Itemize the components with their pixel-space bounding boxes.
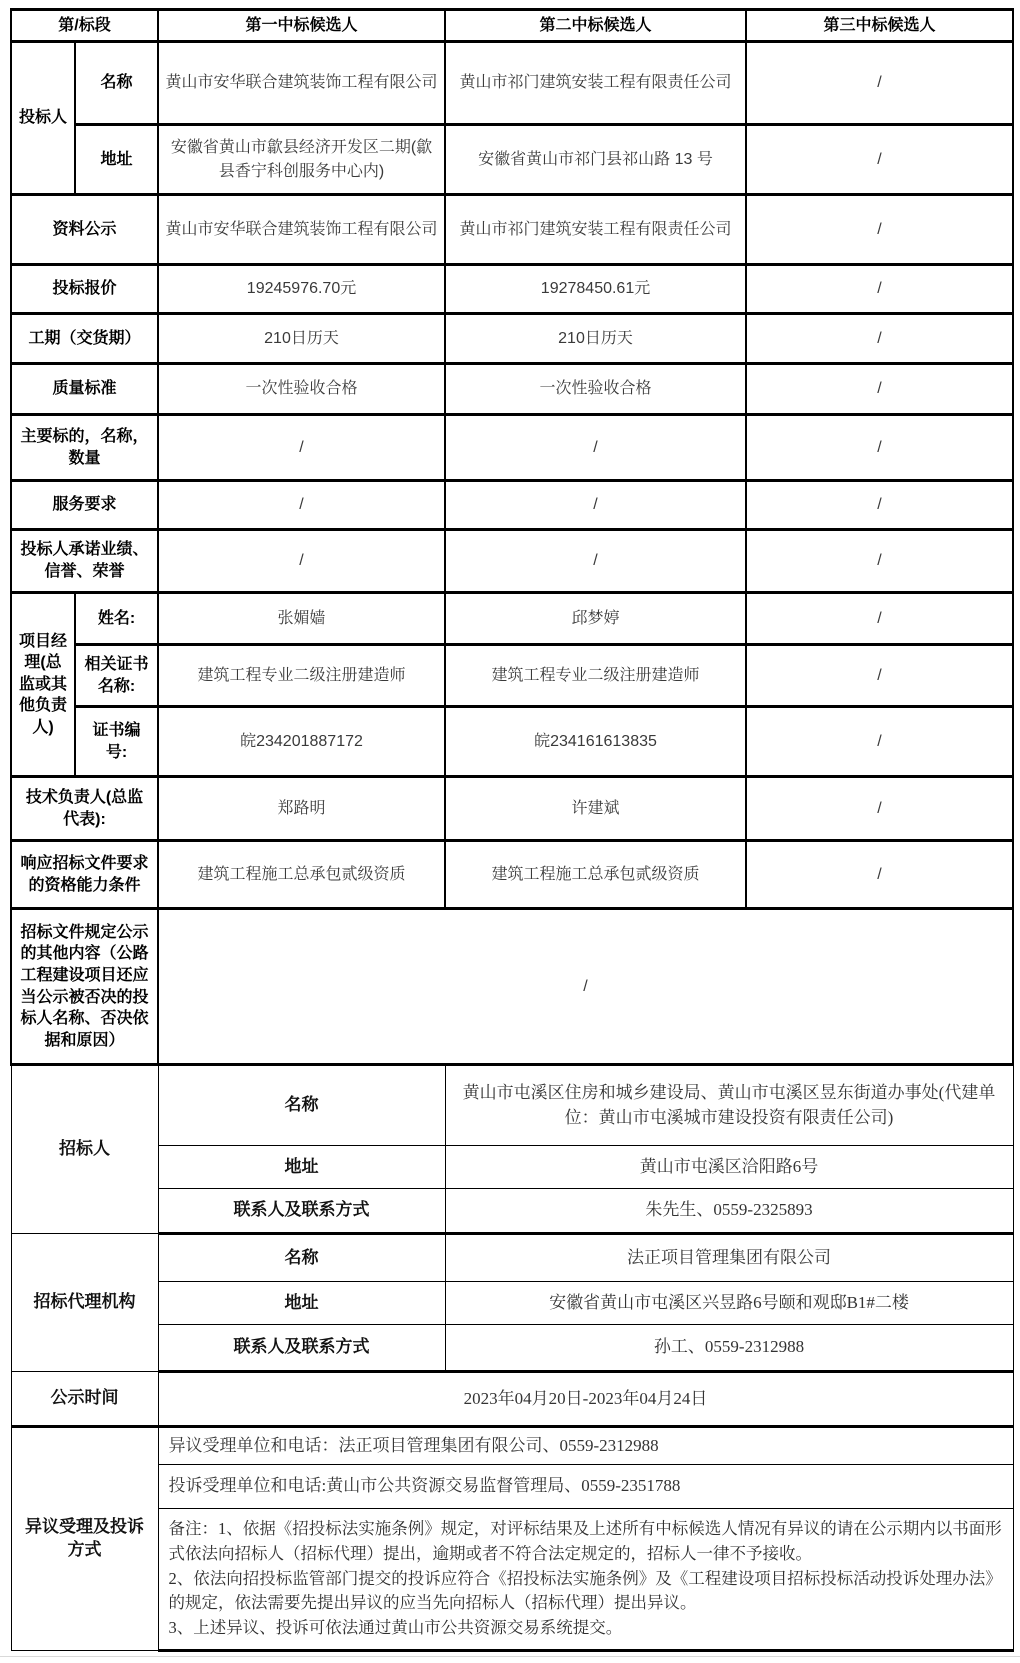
quality-row [11,364,1013,415]
agency-name-row [11,1234,1013,1282]
bidder-addr-c3: / [746,125,1013,195]
subject-c2: / [445,415,746,481]
qualification-row [11,841,1013,909]
header-candidate-3: 第三中标候选人 [746,10,1013,42]
manager-name-label: 姓名: [75,593,158,645]
subject-c1: / [158,415,445,481]
other-content-row [11,909,1013,1065]
tech-c3: / [746,777,1013,841]
price-c3: / [746,265,1013,314]
manager-certno-c1: 皖234201887172 [158,707,445,777]
header-candidate-2: 第二中标候选人 [445,10,746,42]
objection-line1-row [11,1427,1013,1465]
subject-row [11,415,1013,481]
qualification-c1: 建筑工程施工总承包贰级资质 [158,841,445,909]
service-row [11,481,1013,530]
quality-c1: 一次性验收合格 [158,364,445,415]
header-candidate-1: 第一中标候选人 [158,10,445,42]
objection-notes-cell [158,1509,1013,1651]
disclosure-c1: 黄山市安华联合建筑装饰工程有限公司 [158,195,445,265]
manager-certno-row [11,707,1013,777]
objection-line1: 异议受理单位和电话：法正项目管理集团有限公司、0559-2312988 [158,1427,1013,1465]
tech-label: 技术负责人(总监代表): [11,777,158,841]
disclosure-row [11,195,1013,265]
tenderer-name-value: 黄山市屯溪区住房和城乡建设局、黄山市屯溪区昱东街道办事处(代建单位：黄山市屯溪城市建设投资有限责任公司) [445,1065,1013,1146]
agency-addr-label: 地址 [158,1282,445,1325]
tenderer-group-label: 招标人 [11,1065,158,1234]
other-content-label: 招标文件规定公示的其他内容（公路工程建设项目还应当公示被否决的投标人名称、否决依据和原因） [11,909,158,1065]
promise-c3: / [746,530,1013,593]
objection-group-label: 异议受理及投诉方式 [11,1427,158,1651]
qualification-c3: / [746,841,1013,909]
disclosure-c2: 黄山市祁门建筑安装工程有限责任公司 [445,195,746,265]
manager-certno-label: 证书编号: [75,707,158,777]
agency-contact-label: 联系人及联系方式 [158,1325,445,1372]
objection-note-3: 3、上述异议、投诉可依法通过黄山市公共资源交易系统提交。 [168,1618,623,1637]
bidder-addr-label: 地址 [75,125,158,195]
bidder-addr-c2: 安徽省黄山市祁门县祁山路 13 号 [445,125,746,195]
promise-c1: / [158,530,445,593]
service-c2: / [445,481,746,530]
duration-c2: 210日历天 [445,314,746,364]
tenderer-contact-value: 朱先生、0559-2325893 [445,1189,1013,1234]
bidder-group-label: 投标人 [11,42,75,195]
agency-addr-value: 安徽省黄山市屯溪区兴昱路6号颐和观邸B1#二楼 [445,1282,1013,1325]
manager-cert-label: 相关证书名称: [75,645,158,707]
quality-c3: / [746,364,1013,415]
manager-cert-row [11,645,1013,707]
disclosure-label: 资料公示 [11,195,158,265]
price-c1: 19245976.70元 [158,265,445,314]
bidder-name-label: 名称 [75,42,158,125]
objection-line2-row [11,1465,1013,1509]
header-row [11,10,1013,42]
qualification-label: 响应招标文件要求的资格能力条件 [11,841,158,909]
price-c2: 19278450.61元 [445,265,746,314]
qualification-c2: 建筑工程施工总承包贰级资质 [445,841,746,909]
manager-cert-c3: / [746,645,1013,707]
header-section-label: 第/标段 [11,10,158,42]
quality-label: 质量标准 [11,364,158,415]
agency-contact-row [11,1325,1013,1372]
promise-row [11,530,1013,593]
tech-c1: 郑路明 [158,777,445,841]
tenderer-addr-label: 地址 [158,1146,445,1189]
objection-line2: 投诉受理单位和电话:黄山市公共资源交易监督管理局、0559-2351788 [158,1465,1013,1509]
tenderer-addr-value: 黄山市屯溪区洽阳路6号 [445,1146,1013,1189]
subject-label: 主要标的，名称，数量 [11,415,158,481]
objection-note-1: 备注：1、依据《招投标法实施条例》规定，对评标结果及上述所有中标候选人情况有异议的请在公示期内以书面形式依法向招标人（招标代理）提出，逾期或者不符合法定规定的，招标人一律不予接收。 [168,1519,1002,1563]
manager-name-c2: 邱梦婷 [445,593,746,645]
price-label: 投标报价 [11,265,158,314]
bidder-name-c3: / [746,42,1013,125]
service-c3: / [746,481,1013,530]
bidder-addr-c1: 安徽省黄山市歙县经济开发区二期(歙县香宁科创服务中心内) [158,125,445,195]
manager-name-row [11,593,1013,645]
tenderer-name-label: 名称 [158,1065,445,1146]
agency-name-value: 法正项目管理集团有限公司 [445,1234,1013,1282]
agency-contact-value: 孙工、0559-2312988 [445,1325,1013,1372]
manager-name-c1: 张媚嫱 [158,593,445,645]
other-content-value: / [158,909,1013,1065]
tenderer-name-row [11,1065,1013,1146]
duration-row [11,314,1013,364]
publicity-time-value: 2023年04月20日-2023年04月24日 [158,1372,1013,1427]
bidder-addr-row [11,125,1013,195]
price-row [11,265,1013,314]
disclosure-c3: / [746,195,1013,265]
service-c1: / [158,481,445,530]
agency-group-label: 招标代理机构 [11,1234,158,1372]
quality-c2: 一次性验收合格 [445,364,746,415]
duration-c3: / [746,314,1013,364]
duration-label: 工期（交货期） [11,314,158,364]
bidder-name-c2: 黄山市祁门建筑安装工程有限责任公司 [445,42,746,125]
publicity-time-row [11,1372,1013,1427]
promise-c2: / [445,530,746,593]
service-label: 服务要求 [11,481,158,530]
agency-addr-row [11,1282,1013,1325]
manager-cert-c2: 建筑工程专业二级注册建造师 [445,645,746,707]
bid-candidates-table [10,8,1014,1652]
manager-name-c3: / [746,593,1013,645]
tenderer-contact-row [11,1189,1013,1234]
tech-c2: 许建斌 [445,777,746,841]
duration-c1: 210日历天 [158,314,445,364]
agency-name-label: 名称 [158,1234,445,1282]
publicity-time-label: 公示时间 [11,1372,158,1427]
subject-c3: / [746,415,1013,481]
tenderer-contact-label: 联系人及联系方式 [158,1189,445,1234]
objection-notes-row [11,1509,1013,1651]
tech-row [11,777,1013,841]
bidder-name-c1: 黄山市安华联合建筑装饰工程有限公司 [158,42,445,125]
manager-certno-c2: 皖234161613835 [445,707,746,777]
manager-cert-c1: 建筑工程专业二级注册建造师 [158,645,445,707]
manager-certno-c3: / [746,707,1013,777]
tenderer-addr-row [11,1146,1013,1189]
objection-note-2: 2、依法向招投标监管部门提交的投诉应符合《招投标法实施条例》及《工程建设项目招标投标活动投诉处理办法》的规定，依法需要先提出异议的应当先向招标人（招标代理）提出异议。 [168,1568,1002,1613]
promise-label: 投标人承诺业绩、信誉、荣誉 [11,530,158,593]
bidder-name-row [11,42,1013,125]
manager-group-label: 项目经理(总监或其他负责人) [11,593,75,777]
